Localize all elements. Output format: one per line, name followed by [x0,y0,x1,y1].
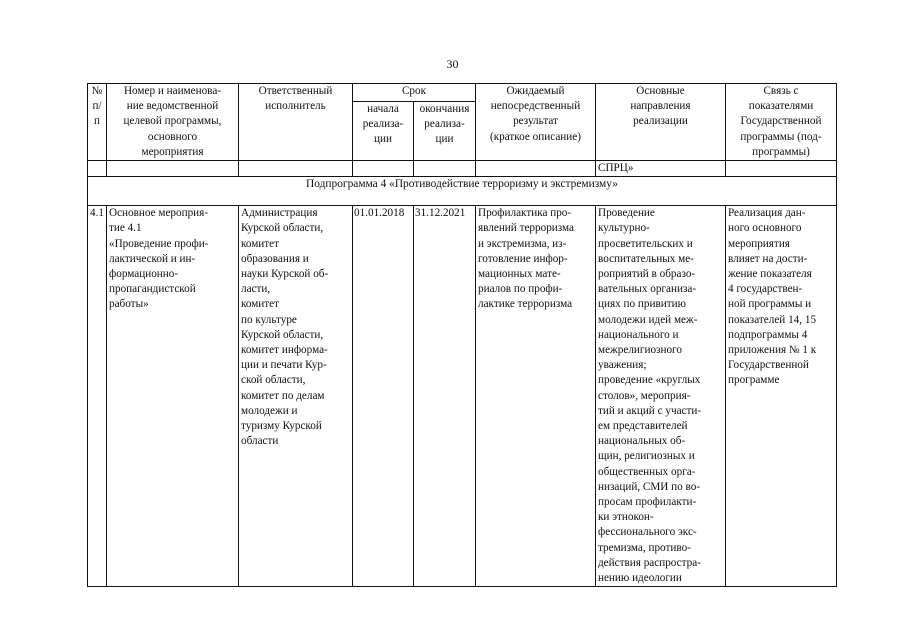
header-name: Номер и наименова- ние ведомственной целевой программы, основного мероприятия [106,84,238,161]
continuation-row [88,161,837,177]
cell-empty [106,161,238,177]
cell-empty [352,161,413,177]
header-term-end: окончания реализа- ции [413,102,475,161]
row-start: 01.01.2018 [352,206,413,587]
cell-empty [725,161,836,177]
program-table [87,83,837,587]
row-num: 4.1 [88,206,107,587]
header-directions: Основные направления реализации [595,84,725,161]
row-name: Основное мероприя- тие 4.1 «Проведение профи- лактической и ин- формационно- пропагандистской работы» [106,206,238,587]
header-term: Срок [352,84,475,102]
section-title: Подпрограмма 4 «Противодействие терроризму и экстремизму» [88,177,837,206]
section-title-row [88,177,837,206]
cell-empty [88,161,107,177]
row-executor: Администрация Курской области, комитет образования и науки Курской об- ласти, комитет по культуре Курской области, комитет информа- ции и печати Кур- ской области, комитет по делам молодежи и туризму Курской области [238,206,352,587]
continuation-directions: СПРЦ» [595,161,725,177]
header-row [88,84,837,102]
header-executor: Ответственный исполнитель [238,84,352,161]
row-end: 31.12.2021 [413,206,475,587]
cell-empty [413,161,475,177]
table-row [88,206,837,587]
header-result: Ожидаемый непосредственный результат (краткое описание) [475,84,595,161]
header-term-start: начала реализа- ции [352,102,413,161]
row-result: Профилактика про- явлений терроризма и экстремизма, из- готовление инфор- мационных мате- риалов по профи- лактике терроризма [475,206,595,587]
row-directions: Проведение культурно- просветительских и воспитательных ме- роприятий в образо- вательных организа- циях по привитию молодежи идей меж- национального и межрелигиозного уважения; проведение «круглых столов», мероприя- тий и акций с участи- ем представителей национальных об- щин, религиозных и общественных орга- низаций, СМИ по во- просам профилакти- ки этнокон- фессионального экс- тремизма, противо- действия распростра- нению идеологии [595,206,725,587]
header-link: Связь с показателями Государственной программы (под- программы) [725,84,836,161]
cell-empty [475,161,595,177]
cell-empty [238,161,352,177]
row-link: Реализация дан- ного основного мероприятия влияет на дости- жение показателя 4 государствен- ной программы и показателей 14, 15 подпрограммы 4 приложения № 1 к Государственной программе [725,206,836,587]
page-number: 30 [446,57,459,71]
header-num: № п/п [88,84,107,161]
